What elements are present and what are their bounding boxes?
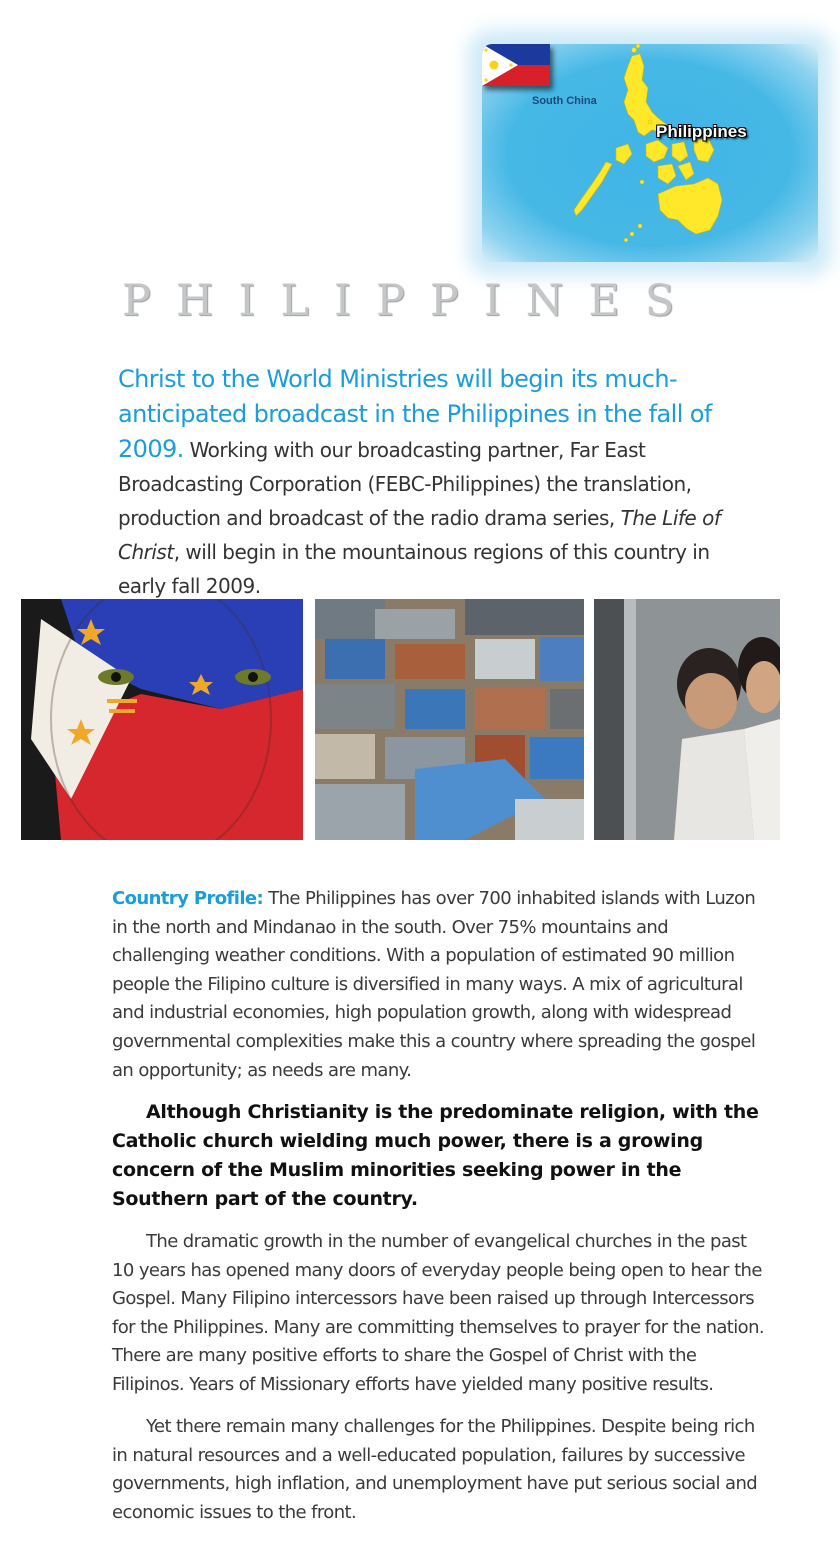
flag-face-photo (21, 599, 303, 840)
country-label: Philippines (656, 122, 747, 141)
children-window-photo (594, 599, 780, 840)
country-profile-paragraph (112, 885, 768, 1085)
philippines-map (482, 44, 818, 262)
country-profile-label: Country Profile: (112, 888, 264, 909)
country-profile-text: The Philippines has over 700 inhabited islands with Luzon in the north and Mindanao in the south. Over 75% mountains and challenging weather conditions. With a population of estimated 90 million people the Filipino culture is diversified in many ways. A mix of agricultural and industrial economies, high population growth, along with widespread governmental complexities make this a country where spreading the gospel an opportunity; as needs are many. (112, 888, 756, 1081)
intro-text: Working with our broadcasting partner, Far East Broadcasting Corporation (FEBC-Philippines) the translation, production and broadcast of the radio drama series, (118, 438, 692, 530)
challenges-paragraph: Yet there remain many challenges for the Philippines. Despite being rich in natural resources and a well-educated population, failures by successive governments, high inflation, and unemployment have put serious social and economic issues to the front. (112, 1416, 758, 1523)
drama-series-title: The Life of Christ (118, 506, 721, 564)
intro-text-end: , will begin in the mountainous regions of this country in early fall 2009. (118, 540, 710, 598)
intro-lead: Christ to the World Ministries will begin its much-anticipated broadcast in the Philippines in the fall of 2009. (118, 365, 712, 463)
religion-paragraph: Although Christianity is the predominate religion, with the Catholic church wielding much power, there is a growing concern of the Muslim minorities seeking power in the Southern part of the country. (112, 1101, 759, 1210)
shanty-town-photo (315, 599, 584, 840)
sea-label: South China (532, 95, 597, 107)
page-title: PHILIPPINES (122, 276, 700, 326)
intro-paragraph (118, 362, 728, 603)
growth-paragraph: The dramatic growth in the number of evangelical churches in the past 10 years has opened many doors of everyday people being open to hear the Gospel. Many Filipino intercessors have been raised up through Intercessors for the Philippines. Many are committing themselves to prayer for the nation. There are many positive efforts to share the Gospel of Christ with the Filipinos. Years of Missionary efforts have yielded many positive results. (112, 1231, 765, 1395)
philippine-flag-icon (482, 44, 550, 86)
